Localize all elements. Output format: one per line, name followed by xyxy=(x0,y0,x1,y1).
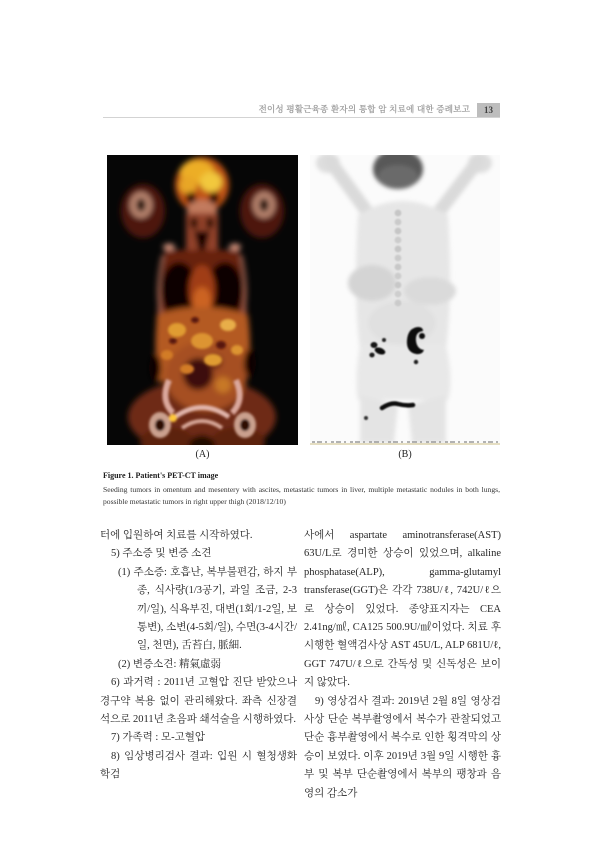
running-title: 전이성 평활근육종 환자의 통합 암 치료에 대한 증례보고 xyxy=(258,104,470,114)
figure-panel-a xyxy=(107,155,298,445)
panel-b-label: (B) xyxy=(398,449,412,460)
paragraph-family-history: 7) 가족력 : 모-고혈압 xyxy=(111,732,206,744)
paragraph-pattern-identification: (2) 변증소견: 精氣虛弱 xyxy=(118,658,221,670)
paragraph-lab-results-continued: 사에서 aspartate aminotransferase(AST) 63U/L로 경미한 상승이 있었으며, alkaline phosphatase(ALP), gamma-glutamyl transferase(GGT)은 각각 738U/ℓ, 742U/ℓ으로 상승이 있었다. 종양표지자는 CEA 2.41ng/㎖, CA125 500.9U/㎖이었다. 치료 후 시행한 혈액검사상 AST 45U/L, ALP 681U/ℓ, GGT 747U/ℓ으로 간독성 및 신독성은 보이지 않았다. xyxy=(304,530,501,689)
pet-ct-fusion-scan-image xyxy=(107,155,298,445)
paragraph-chief-complaint: (1) 주소증: 호흡난, 복부불편감, 하지 부종, 식사량(1/3공기, 과일 조금, 2-3끼/일), 식욕부진, 대변(1회/1-2일, 보통변), 소변(4-5회/일), 수면(3-4시간/일, 천면), 舌苔白, 脈細. xyxy=(118,566,297,652)
figure-caption-text: Seeding tumors in omentum and mesentery with ascites, metastatic tumors in liver, multiple metastatic nodules in both lungs, possible metastatic tumors in right upper thigh (2018/12/10) xyxy=(103,485,500,506)
paragraph-lab-results-start: 8) 임상병리검사 결과: 입원 시 혈청생화학검 xyxy=(100,750,297,781)
pet-mip-scan-image xyxy=(310,155,500,445)
panel-a-label: (A) xyxy=(195,449,210,460)
paragraph-admission: 터에 입원하여 치료를 시작하였다. xyxy=(100,530,253,541)
figure-panel-b xyxy=(310,155,500,445)
paragraph-imaging-results: 9) 영상검사 결과: 2019년 2월 8일 영상검사상 단순 복부촬영에서 복수가 관찰되었고 단순 흉부촬영에서 복수로 인한 횡격막의 상승이 보였다. 이후 2019년 3월 9일 시행한 흉부 및 복부 단순촬영에서 복부의 팽창과 음영의 감소가 xyxy=(304,695,501,799)
paragraph-chief-complaint-heading: 5) 주소증 및 변증 소견 xyxy=(111,548,212,560)
body-column-left xyxy=(100,527,297,785)
paragraph-past-history: 6) 과거력 : 2011년 고혈압 진단 받았으나 경구약 복용 없이 관리해왔다. 좌측 신장결석으로 2011년 초음파 쇄석술을 시행하였다. xyxy=(100,677,297,726)
spine-faint-column xyxy=(395,210,402,307)
page-number-badge: 13 xyxy=(477,103,500,117)
figure-caption-title: Figure 1. Patient's PET-CT image xyxy=(103,471,219,480)
body-column-right xyxy=(304,527,501,803)
header-rule xyxy=(103,117,500,118)
